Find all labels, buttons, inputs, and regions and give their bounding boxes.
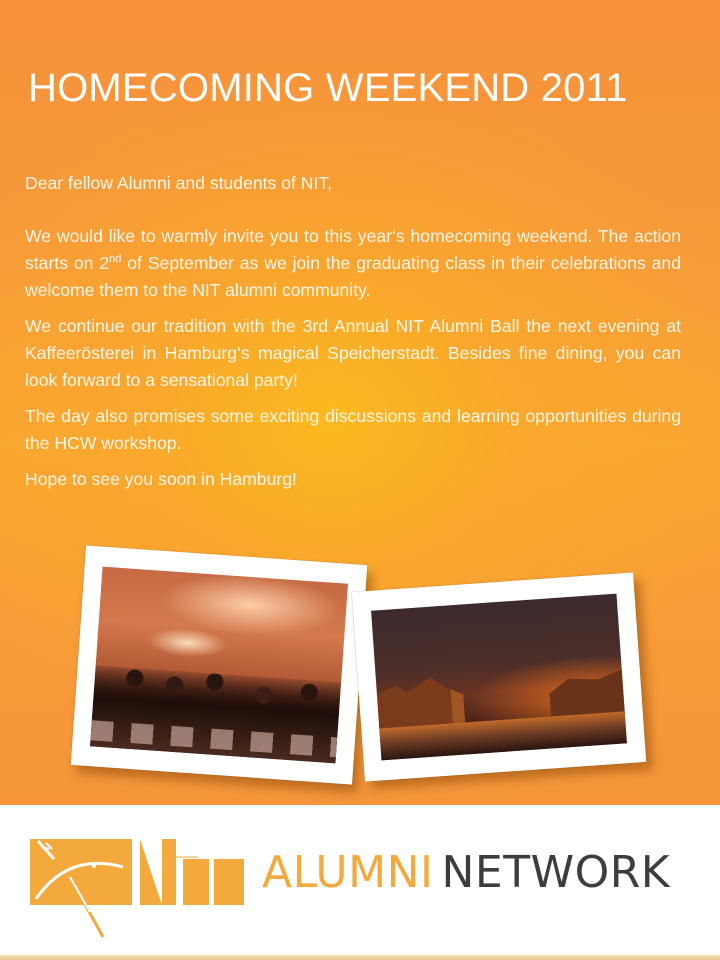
greeting: Dear fellow Alumni and students of NIT,: [25, 173, 333, 193]
invitation-text: [25, 170, 681, 502]
paragraph-invitation-end: of September as we join the graduating class in their celebrations and welcome them to the NIT alumni community.: [25, 253, 681, 300]
date-ordinal-suffix: nd: [109, 253, 122, 266]
wordmark-alumni: ALUMNI: [262, 847, 434, 898]
ballroom-dinner-photo: [90, 567, 348, 764]
alumni-network-wordmark: [262, 847, 670, 898]
page-title: HOMECOMING WEEKEND 2011: [28, 66, 628, 110]
ballroom-photo-frame: [71, 545, 368, 784]
paragraph-invitation-start: We would like to warmly invite you to this year‘s homecoming weekend. The action starts on 2: [25, 226, 681, 273]
wordmark-network: NETWORK: [441, 847, 671, 898]
paragraph-invitation: [25, 223, 681, 304]
harbor-photo-frame: [352, 572, 647, 781]
paragraph-alumni-ball: We continue our tradition with the 3rd Annual NIT Alumni Ball the next evening at Kaffeerösterei in Hamburg‘s magical Speicherstadt. Besides fine dining, you can look forward to a sensational party!: [25, 316, 681, 390]
nit-compass-logo-icon: [28, 837, 258, 942]
footer-bottom-border: [0, 955, 720, 960]
paragraph-workshop: The day also promises some exciting discussions and learning opportunities during the HCW workshop.: [25, 406, 681, 453]
hamburg-speicherstadt-night-photo: [371, 594, 627, 761]
closing-line: Hope to see you soon in Hamburg!: [25, 469, 297, 489]
